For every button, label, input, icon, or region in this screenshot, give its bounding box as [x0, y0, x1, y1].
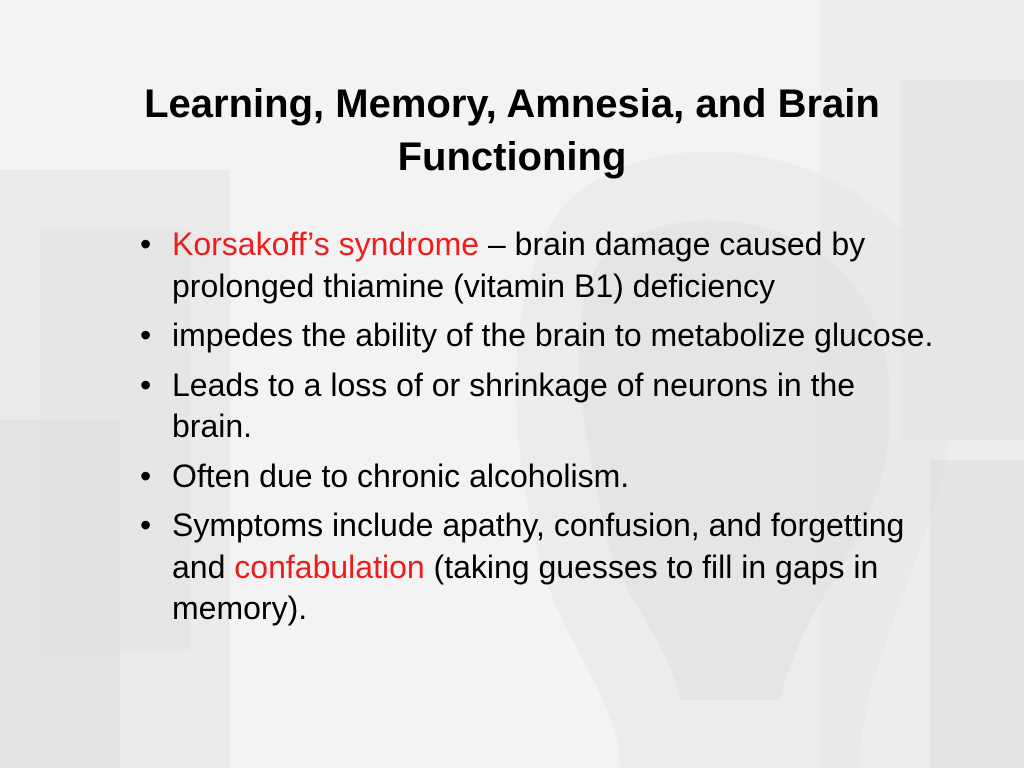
bullet-item-glucose [140, 315, 940, 357]
bullet-text: – brain damage caused by prolonged thiamine (vitamin B1) deficiency [172, 226, 866, 304]
title-line-2: Functioning [397, 135, 627, 179]
bullet-text: Often due to chronic alcoholism. [172, 457, 630, 494]
slide-title [60, 78, 964, 184]
bullet-item-korsakoff [140, 224, 940, 307]
bullet-list [140, 224, 940, 638]
bullet-dot-icon: • [140, 366, 152, 403]
bullet-dot-icon: • [140, 457, 152, 494]
bullet-text: Leads to a loss of or shrinkage of neurons in the brain. [172, 366, 856, 444]
term-korsakoff-syndrome: Korsakoff’s syndrome [172, 226, 480, 262]
bullet-item-symptoms [140, 505, 940, 630]
bullet-text: Symptoms include apathy, confusion, and forgetting and [172, 507, 905, 585]
bullet-dot-icon: • [140, 317, 152, 353]
title-line-1: Learning, Memory, Amnesia, and Brain [144, 82, 880, 126]
bullet-text: impedes the ability of the brain to metabolize glucose. [172, 317, 934, 353]
bullet-dot-icon: • [140, 226, 152, 262]
bullet-item-neurons [140, 365, 940, 448]
bullet-text: (taking guesses to fill in gaps in memory). [172, 548, 879, 626]
bullet-item-alcoholism [140, 456, 940, 498]
bullet-dot-icon: • [140, 507, 152, 543]
term-confabulation: confabulation [234, 548, 425, 585]
